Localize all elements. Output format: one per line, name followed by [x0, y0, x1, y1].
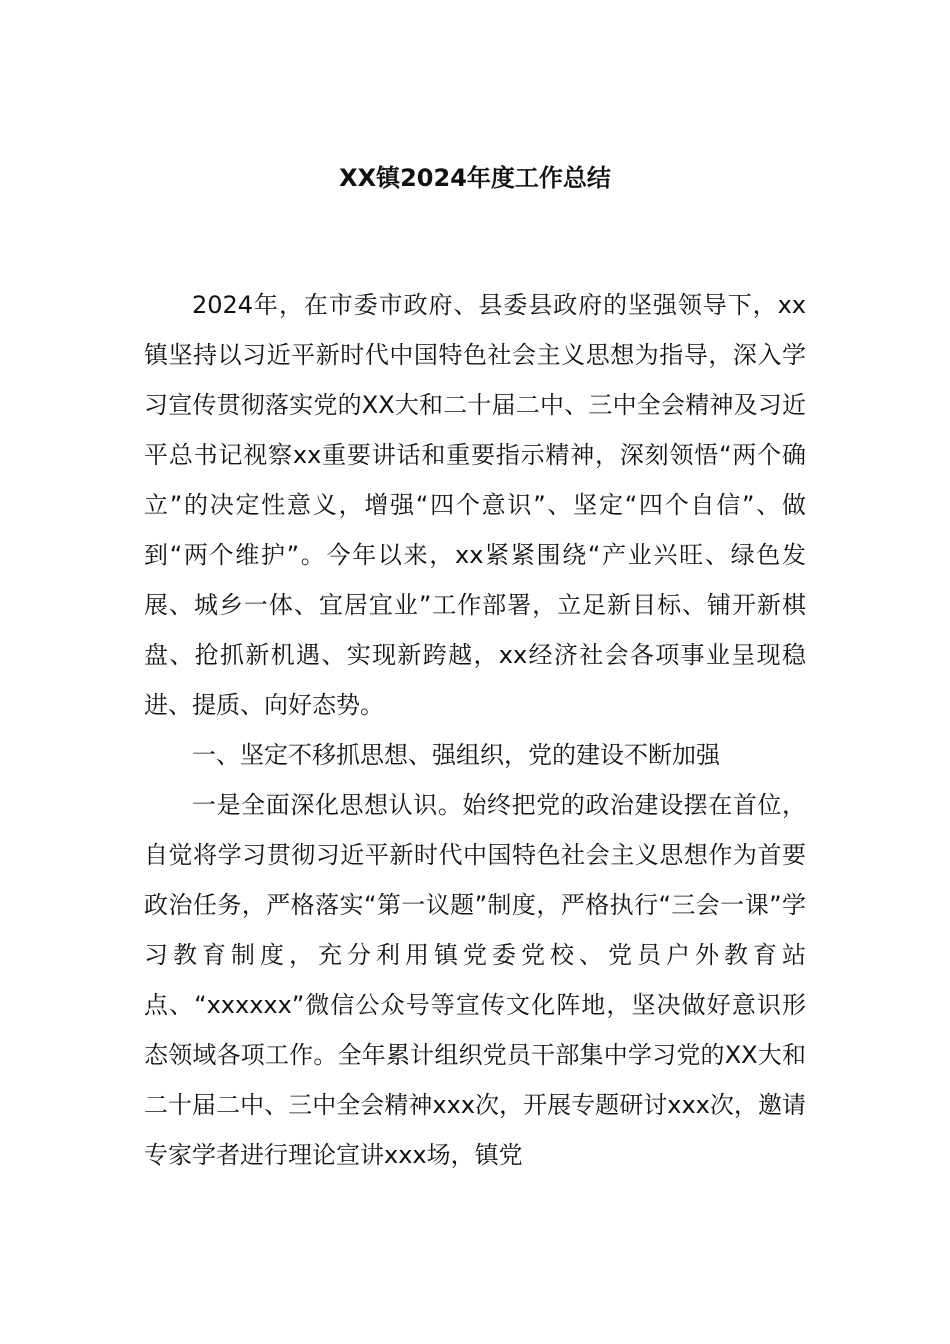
paragraph-section-1-item-1: 一是全面深化思想认识。始终把党的政治建设摆在首位，自觉将学习贯彻习近平新时代中国特色社会主义思想作为首要政治任务，严格落实“第一议题”制度，严格执行“三会一课”学习教育制度，充分利用镇党委党校、党员户外教育站点、“xxxxxx”微信公众号等宣传文化阵地，坚决做好意识形态领域各项工作。全年累计组织党员干部集中学习党的XX大和二十届二中、三中全会精神xxx次，开展专题研讨xxx次，邀请专家学者进行理论宣讲xxx场，镇党 [144, 791, 806, 1169]
document-title: XX镇2024年度工作总结 [339, 164, 611, 192]
section-heading-1: 一、坚定不移抓思想、强组织，党的建设不断加强 [192, 741, 720, 769]
paragraph-intro: 2024年，在市委市政府、县委县政府的坚强领导下，xx镇坚持以习近平新时代中国特色社会主义思想为指导，深入学习宣传贯彻落实党的XX大和二十届二中、三中全会精神及习近平总书记视察xx重要讲话和重要指示精神，深刻领悟“两个确立”的决定性意义，增强“四个意识”、坚定“四个自信”、做到“两个维护”。今年以来，xx紧紧围绕“产业兴旺、绿色发展、城乡一体、宜居宜业”工作部署，立足新目标、铺开新棋盘、抢抓新机遇、实现新跨越，xx经济社会各项事业呈现稳进、提质、向好态势。 [144, 291, 806, 719]
document-body [144, 280, 806, 1180]
